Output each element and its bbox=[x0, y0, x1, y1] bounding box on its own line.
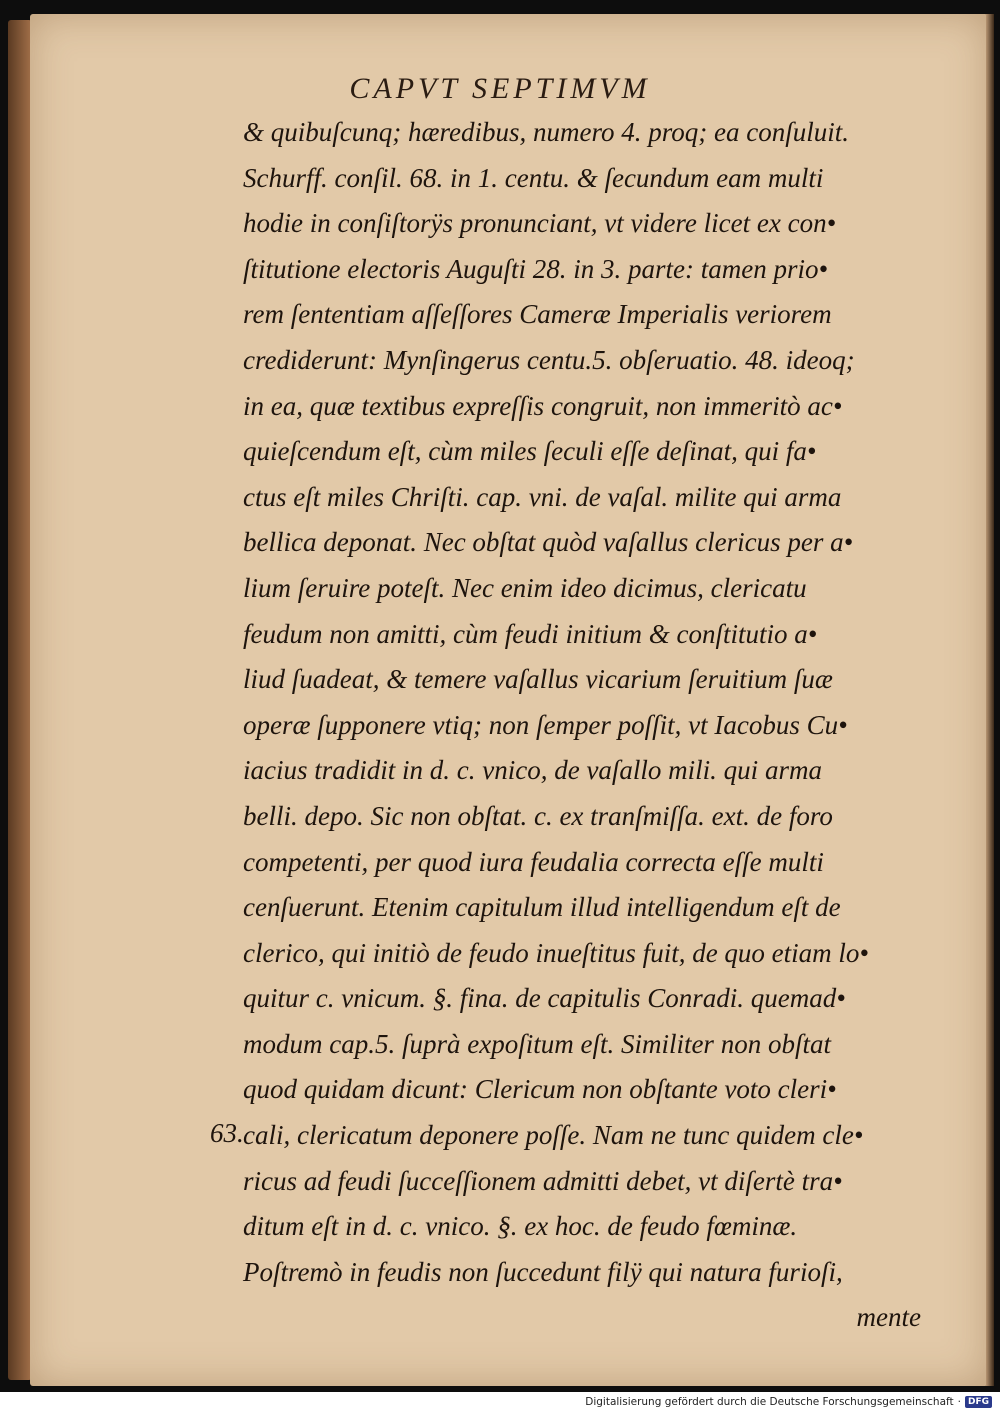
text-line: lium ſeruire poteſt. Nec enim ideo dicimus, clericatu bbox=[243, 572, 807, 603]
text-line: & quibuſcunq; hæredibus, numero 4. proq; ea conſuluit. bbox=[243, 117, 849, 147]
credit-separator: · bbox=[957, 1396, 961, 1408]
text-line: iacius tradidit in d. c. vnico, de vaſallo mili. qui arma bbox=[243, 755, 822, 786]
body-text bbox=[243, 110, 933, 1341]
text-line: in ea, quæ textibus expreſſis congruit, non immeritò ac• bbox=[243, 390, 843, 421]
text-line: operæ ſupponere vtiq; non ſemper poſſit, vt Iacobus Cu• bbox=[243, 709, 848, 740]
text-line: liud ſuadeat, & temere vaſallus vicarium ſeruitium ſuæ bbox=[243, 664, 833, 695]
credit-text: Digitalisierung gefördert durch die Deutsche Forschungsgemeinschaft bbox=[585, 1396, 954, 1408]
text-line: clerico, qui initiò de feudo inueſtitus fuit, de quo etiam lo• bbox=[243, 937, 869, 968]
text-line: ditum eſt in d. c. vnico. §. ex hoc. de feudo fœminæ. bbox=[243, 1211, 798, 1242]
digitization-credit bbox=[585, 1393, 992, 1411]
text-line: rem ſententiam aſſeſſores Cameræ Imperialis veriorem bbox=[243, 299, 832, 330]
dfg-logo: DFG bbox=[965, 1396, 992, 1408]
text-line: cenſuerunt. Etenim capitulum illud intelligendum eſt de bbox=[243, 892, 841, 923]
running-head: CAPVT SEPTIMVM bbox=[349, 72, 651, 105]
text-line: quieſcendum eſt, cùm miles ſeculi eſſe deſinat, qui fa• bbox=[243, 436, 817, 467]
page-right-edge bbox=[986, 14, 994, 1386]
text-line: bellica deponat. Nec obſtat quòd vaſallus clericus per a• bbox=[243, 527, 854, 558]
text-line: quitur c. vnicum. §. fina. de capitulis Conradi. quemad• bbox=[243, 983, 846, 1014]
text-line: hodie in conſiſtorÿs pronunciant, vt videre licet ex con• bbox=[243, 208, 837, 239]
marginal-number: 63. bbox=[210, 1118, 244, 1148]
text-line: crediderunt: Mynſingerus centu.5. obſeruatio. 48. ideoq; bbox=[243, 344, 855, 375]
text-line: ricus ad feudi ſucceſſionem admitti debet, vt diſertè tra• bbox=[243, 1165, 843, 1196]
text-line: quod quidam dicunt: Clericum non obſtante voto cleri• bbox=[243, 1074, 837, 1105]
text-line: Schurff. conſil. 68. in 1. centu. & ſecundum eam multi bbox=[243, 162, 824, 193]
page-binding-edge bbox=[8, 20, 32, 1380]
text-line: belli. depo. Sic non obſtat. c. ex tranſmiſſa. ext. de foro bbox=[243, 800, 833, 831]
text-line: feudum non amitti, cùm feudi initium & conſtitutio a• bbox=[243, 618, 818, 649]
text-line: cali, clericatum deponere poſſe. Nam ne tunc quidem cle• bbox=[243, 1120, 864, 1151]
text-line: Poſtremò in feudis non ſuccedunt filÿ qui natura furioſi, bbox=[243, 1256, 843, 1287]
text-line: ctus eſt miles Chriſti. cap. vni. de vaſal. milite qui arma bbox=[243, 481, 842, 512]
catchword: mente bbox=[856, 1302, 921, 1333]
text-line: ſtitutione electoris Auguſti 28. in 3. parte: tamen prio• bbox=[243, 253, 828, 284]
text-line: competenti, per quod iura feudalia correcta eſſe multi bbox=[243, 846, 824, 877]
text-line: modum cap.5. ſuprà expoſitum eſt. Similiter non obſtat bbox=[243, 1028, 831, 1059]
